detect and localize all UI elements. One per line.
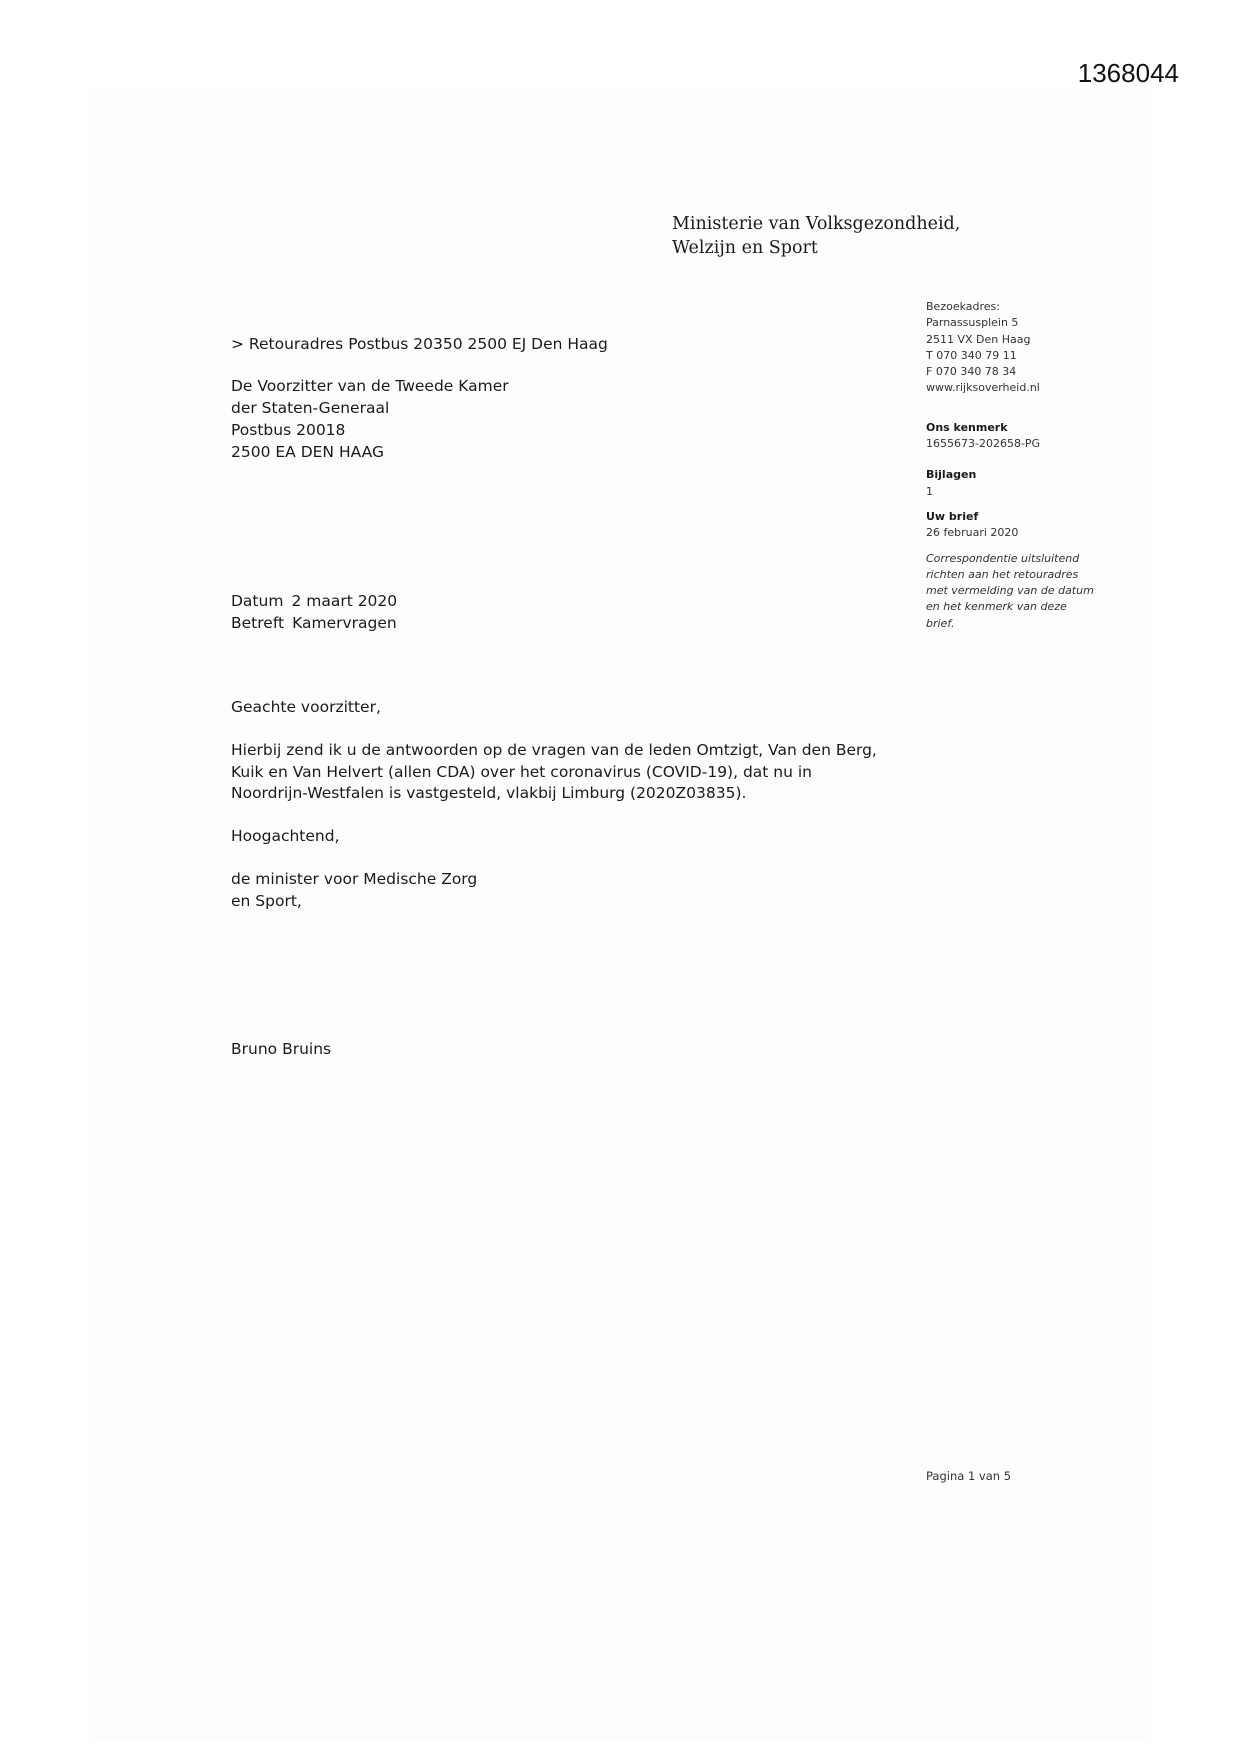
signatory-line: de minister voor Medische Zorg [231,870,478,888]
recipient-line: der Staten-Generaal [231,399,390,417]
subject-value: Kamervragen [292,614,397,632]
note-line: brief. [926,616,955,630]
visit-address-block [926,299,1126,397]
date-row [231,590,397,612]
your-letter-label: Uw brief [926,509,979,523]
website-link[interactable]: www.rijksoverheid.nl [926,381,1040,395]
ministry-line: Ministerie van Volksgezondheid, [672,214,961,234]
reference-label: Ons kenmerk [926,420,1008,434]
date-value: 2 maart 2020 [291,592,398,610]
return-address: > Retouradres Postbus 20350 2500 EJ Den Haag [231,335,608,353]
paragraph-line: Hierbij zend ik u de antwoorden op de vragen van de leden Omtzigt, Van den Berg, [231,741,877,759]
salutation: Geachte voorzitter, [231,698,381,716]
visit-postal-city: 2511 VX Den Haag [926,332,1031,346]
signatory-line: en Sport, [231,891,302,910]
note-line: en het kenmerk van deze [926,600,1067,614]
date-label: Datum [231,592,284,610]
recipient-line: 2500 EA DEN HAAG [231,443,384,461]
ministry-letterhead [672,212,960,260]
your-letter-value: 26 februari 2020 [926,526,1019,540]
reference-block [926,420,1126,453]
signer-name: Bruno Bruins [231,1040,332,1058]
visit-street: Parnassusplein 5 [926,316,1019,330]
closing: Hoogachtend, [231,827,340,845]
body-paragraph [231,740,931,805]
visit-address-label: Bezoekadres: [926,300,1000,313]
page-number: Pagina 1 van 5 [926,1469,1012,1483]
note-line: richten aan het retouradres [926,567,1079,581]
recipient-address [231,375,509,463]
letter-meta [231,590,397,634]
document-id: 1368044 [1077,58,1179,88]
paragraph-line: Noordrijn-Westfalen is vastgesteld, vlakbij Limburg (2020Z03835). [231,784,747,802]
your-letter-block [926,509,1126,542]
recipient-line: De Voorzitter van de Tweede Kamer [231,377,509,395]
reference-value: 1655673-202658-PG [926,437,1041,451]
letter-body [231,697,931,912]
subject-label: Betreft [231,614,285,632]
recipient-line: Postbus 20018 [231,421,346,439]
correspondence-note [926,551,1116,632]
ministry-line: Welzijn en Sport [672,238,818,258]
signatory-title [231,869,931,912]
fax-number: F 070 340 78 34 [926,365,1017,379]
note-line: Correspondentie uitsluitend [926,551,1080,565]
paragraph-line: Kuik en Van Helvert (allen CDA) over het coronavirus (COVID-19), dat nu in [231,762,813,781]
attachments-value: 1 [926,484,933,498]
attachments-block [926,467,1126,500]
note-line: met vermelding van de datum [926,584,1094,598]
phone-number: T 070 340 79 11 [926,348,1017,362]
subject-row [231,612,397,634]
sender-info-column [926,299,1126,632]
attachments-label: Bijlagen [926,468,977,482]
